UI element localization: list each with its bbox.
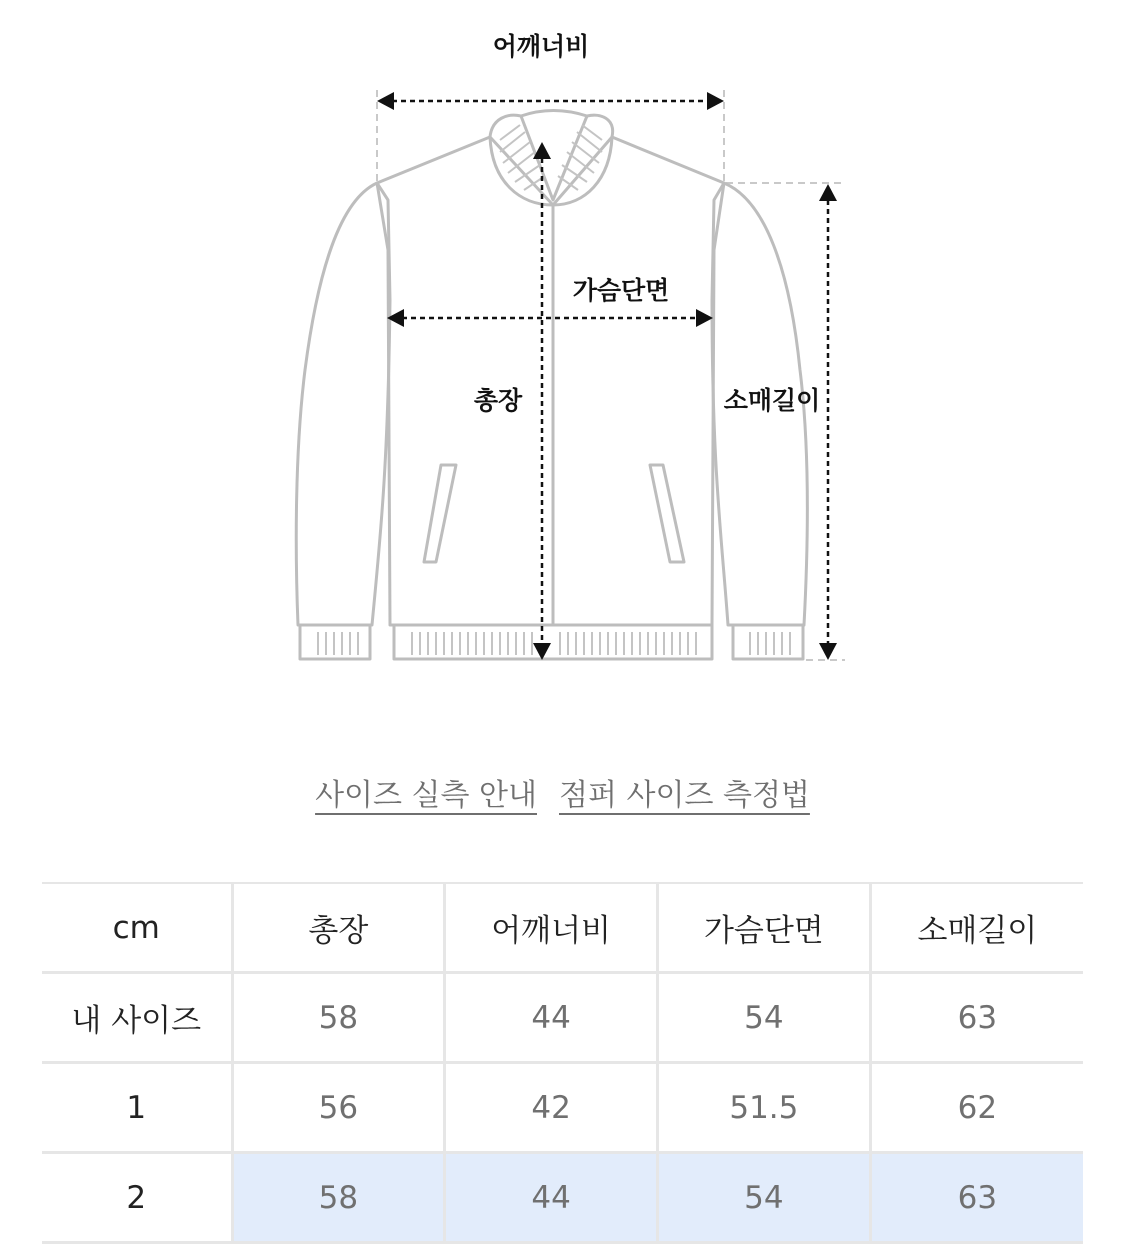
table-cell: 51.5	[658, 1063, 871, 1153]
table-row	[42, 973, 1083, 1063]
table-cell: 54	[658, 1153, 871, 1243]
table-cell: 58	[232, 1153, 445, 1243]
header-chest: 가슴단면	[658, 883, 871, 973]
table-cell: 63	[870, 973, 1083, 1063]
table-row-highlighted	[42, 1153, 1083, 1243]
total-length-label: 총장	[473, 386, 523, 415]
total-length-dimension-arrow	[533, 142, 551, 660]
size-guide-link[interactable]: 사이즈 실측 안내	[315, 778, 537, 813]
chest-dimension-arrow	[387, 309, 713, 327]
size-table	[42, 882, 1083, 1244]
shoulder-label: 어깨너비	[492, 32, 590, 61]
table-header-row	[42, 883, 1083, 973]
size-links	[0, 770, 1125, 814]
table-cell: 44	[445, 1153, 658, 1243]
header-total-length: 총장	[232, 883, 445, 973]
table-row	[42, 1063, 1083, 1153]
header-sleeve: 소매길이	[870, 883, 1083, 973]
header-shoulder: 어깨너비	[445, 883, 658, 973]
table-cell: 63	[870, 1153, 1083, 1243]
sleeve-dimension-arrow	[819, 184, 837, 660]
row-label: 1	[42, 1063, 232, 1153]
header-unit: cm	[42, 883, 232, 973]
row-label: 2	[42, 1153, 232, 1243]
table-cell: 42	[445, 1063, 658, 1153]
row-label: 내 사이즈	[42, 973, 232, 1063]
chest-label: 가슴단면	[572, 276, 670, 305]
shoulder-dimension-arrow	[377, 92, 724, 110]
table-cell: 44	[445, 973, 658, 1063]
table-cell: 56	[232, 1063, 445, 1153]
table-cell: 54	[658, 973, 871, 1063]
sleeve-label: 소매길이	[723, 386, 821, 415]
table-cell: 62	[870, 1063, 1083, 1153]
jacket-outline	[296, 111, 807, 660]
table-cell: 58	[232, 973, 445, 1063]
measure-method-link[interactable]: 점퍼 사이즈 측정법	[559, 778, 810, 813]
